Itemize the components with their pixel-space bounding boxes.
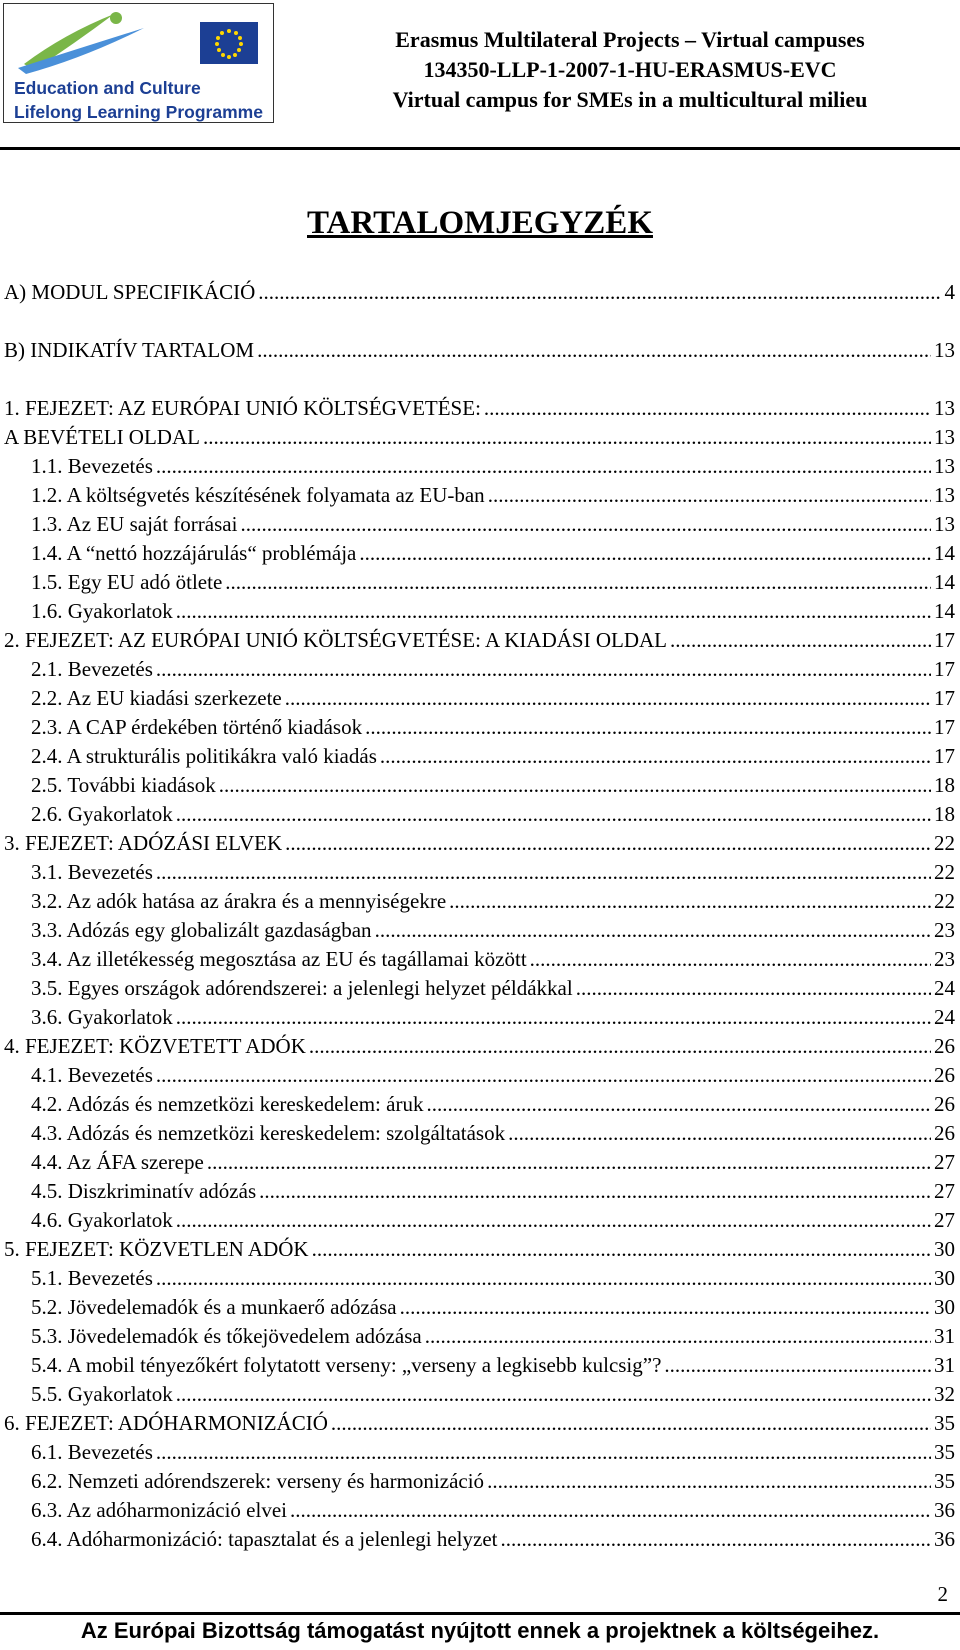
toc-leader-dots bbox=[176, 802, 931, 827]
toc-leader-dots bbox=[576, 976, 931, 1001]
toc-entry-page: 35 bbox=[934, 1411, 955, 1435]
toc-entry-label: 3.6. Gyakorlatok bbox=[31, 1005, 173, 1029]
toc-entry-label: 4.1. Bevezetés bbox=[31, 1063, 153, 1087]
toc-entry-label: 4. FEJEZET: KÖZVETETT ADÓK bbox=[4, 1034, 306, 1058]
logo-line-2: Lifelong Learning Programme bbox=[14, 102, 263, 122]
toc-entry-label: 1.4. A “nettó hozzájárulás“ problémája bbox=[31, 541, 357, 565]
toc-entry-label: A) MODUL SPECIFIKÁCIÓ bbox=[4, 280, 256, 304]
project-line-3: Virtual campus for SMEs in a multicultural milieu bbox=[392, 87, 868, 112]
toc-entry-page: 23 bbox=[934, 947, 955, 971]
toc-entry-label: 2. FEJEZET: AZ EURÓPAI UNIÓ KÖLTSÉGVETÉSE: A KIADÁSI OLDAL bbox=[4, 628, 667, 652]
toc-entry-label: 4.5. Diszkriminatív adózás bbox=[31, 1179, 257, 1203]
toc-entry-page: 23 bbox=[934, 918, 955, 942]
toc-leader-dots bbox=[156, 657, 931, 682]
toc-entry-page: 14 bbox=[934, 599, 955, 623]
toc-entry[interactable] bbox=[4, 1208, 955, 1237]
toc-leader-dots bbox=[500, 1527, 931, 1552]
toc-entry-page: 18 bbox=[934, 802, 955, 826]
toc-entry-page: 32 bbox=[934, 1382, 955, 1406]
toc-entry[interactable] bbox=[4, 1440, 955, 1469]
toc-entry-page: 22 bbox=[934, 889, 955, 913]
toc-entry-label: 6. FEJEZET: ADÓHARMONIZÁCIÓ bbox=[4, 1411, 328, 1435]
toc-entry-label: 6.4. Adóharmonizáció: tapasztalat és a jelenlegi helyzet bbox=[31, 1527, 498, 1551]
page-header bbox=[0, 0, 960, 150]
toc-leader-dots bbox=[176, 1382, 931, 1407]
toc-leader-dots bbox=[508, 1121, 931, 1146]
toc-entry[interactable] bbox=[4, 1005, 955, 1034]
toc-leader-dots bbox=[664, 1353, 931, 1378]
toc-entry-label: 4.4. Az ÁFA szerepe bbox=[31, 1150, 204, 1174]
toc-entry[interactable] bbox=[4, 1469, 955, 1498]
toc-entry[interactable] bbox=[4, 425, 955, 454]
toc-entry[interactable] bbox=[4, 744, 955, 773]
toc-entry-page: 24 bbox=[934, 1005, 955, 1029]
toc-leader-dots bbox=[331, 1411, 931, 1436]
toc-entry[interactable] bbox=[4, 483, 955, 512]
toc-entry-label: 2.1. Bevezetés bbox=[31, 657, 153, 681]
toc-leader-dots bbox=[488, 483, 931, 508]
toc-leader-dots bbox=[176, 1208, 931, 1233]
page-number: 2 bbox=[937, 1582, 948, 1606]
toc-entry-label: A BEVÉTELI OLDAL bbox=[4, 425, 200, 449]
toc-entry-label: 1.5. Egy EU adó ötlete bbox=[31, 570, 223, 594]
toc-entry[interactable] bbox=[4, 802, 955, 831]
toc-leader-dots bbox=[426, 1092, 931, 1117]
toc-entry[interactable] bbox=[4, 1498, 955, 1527]
toc-entry[interactable] bbox=[4, 1353, 955, 1382]
toc-entry-page: 26 bbox=[934, 1034, 955, 1058]
toc-entry[interactable] bbox=[4, 1121, 955, 1150]
toc-entry-page: 27 bbox=[934, 1150, 955, 1174]
toc-leader-dots bbox=[375, 918, 931, 943]
toc-entry[interactable] bbox=[4, 889, 955, 918]
toc-entry[interactable] bbox=[4, 396, 955, 425]
toc-entry[interactable] bbox=[4, 918, 955, 947]
toc-entry[interactable] bbox=[4, 1092, 955, 1121]
toc-leader-dots bbox=[670, 628, 931, 653]
toc-entry-label: 1.2. A költségvetés készítésének folyamata az EU-ban bbox=[31, 483, 485, 507]
toc-entry-page: 36 bbox=[934, 1498, 955, 1522]
toc-entry-label: 2.2. Az EU kiadási szerkezete bbox=[31, 686, 282, 710]
toc-entry-page: 35 bbox=[934, 1469, 955, 1493]
page-footer: Az Európai Bizottság támogatást nyújtott ennek a projektnek a költségeihez. bbox=[80, 1618, 880, 1643]
toc-leader-dots bbox=[156, 454, 931, 479]
toc-entry[interactable] bbox=[4, 947, 955, 976]
toc-leader-dots bbox=[400, 1295, 931, 1320]
toc-entry[interactable] bbox=[4, 1179, 955, 1208]
toc-entry-page: 4 bbox=[944, 280, 955, 304]
toc-entry[interactable] bbox=[4, 541, 955, 570]
toc-entry[interactable] bbox=[4, 1266, 955, 1295]
toc-entry-page: 30 bbox=[934, 1266, 955, 1290]
toc-entry-label: 4.6. Gyakorlatok bbox=[31, 1208, 173, 1232]
toc-leader-dots bbox=[207, 1150, 931, 1175]
toc-entry[interactable] bbox=[4, 280, 955, 338]
project-line-1: Erasmus Multilateral Projects – Virtual campuses bbox=[395, 27, 865, 52]
toc-entry[interactable] bbox=[4, 454, 955, 483]
toc-entry-label: 6.3. Az adóharmonizáció elvei bbox=[31, 1498, 287, 1522]
toc-entry-label: 2.4. A strukturális politikákra való kiadás bbox=[31, 744, 377, 768]
toc-entry-page: 26 bbox=[934, 1092, 955, 1116]
toc-entry-page: 13 bbox=[934, 338, 955, 362]
page-title: TARTALOMJEGYZÉK bbox=[307, 205, 653, 241]
toc-entry-label: 5. FEJEZET: KÖZVETLEN ADÓK bbox=[4, 1237, 309, 1261]
toc-leader-dots bbox=[259, 1179, 931, 1204]
toc-entry-page: 17 bbox=[934, 715, 955, 739]
footer-divider bbox=[0, 1612, 960, 1615]
toc-entry-label: 3.1. Bevezetés bbox=[31, 860, 153, 884]
toc-entry[interactable] bbox=[4, 570, 955, 599]
toc-entry-page: 30 bbox=[934, 1237, 955, 1261]
toc-leader-dots bbox=[156, 1440, 931, 1465]
toc-leader-dots bbox=[449, 889, 931, 914]
toc-entry-label: 2.3. A CAP érdekében történő kiadások bbox=[31, 715, 363, 739]
toc-entry[interactable] bbox=[4, 338, 955, 396]
toc-entry-page: 17 bbox=[934, 744, 955, 768]
toc-entry[interactable] bbox=[4, 1324, 955, 1353]
figure-head bbox=[110, 12, 122, 24]
toc-entry-page: 17 bbox=[934, 686, 955, 710]
toc-entry-label: 2.6. Gyakorlatok bbox=[31, 802, 173, 826]
toc-leader-dots bbox=[380, 744, 931, 769]
toc-entry[interactable] bbox=[4, 1063, 955, 1092]
toc-entry-label: 3. FEJEZET: ADÓZÁSI ELVEK bbox=[4, 831, 283, 855]
toc-entry-label: 6.1. Bevezetés bbox=[31, 1440, 153, 1464]
toc-entry-label: 4.2. Adózás és nemzetközi kereskedelem: áruk bbox=[31, 1092, 424, 1116]
toc-entry-page: 35 bbox=[934, 1440, 955, 1464]
toc-entry-page: 22 bbox=[934, 831, 955, 855]
toc-entry-page: 24 bbox=[934, 976, 955, 1000]
toc-leader-dots bbox=[203, 425, 931, 450]
toc-entry-label: 5.5. Gyakorlatok bbox=[31, 1382, 173, 1406]
toc-entry-label: 3.2. Az adók hatása az árakra és a mennyiségekre bbox=[31, 889, 447, 913]
toc-entry[interactable] bbox=[4, 686, 955, 715]
toc-leader-dots bbox=[176, 1005, 931, 1030]
toc-entry[interactable] bbox=[4, 715, 955, 744]
toc-entry[interactable] bbox=[4, 831, 955, 860]
toc-entry-label: 5.2. Jövedelemadók és a munkaerő adózása bbox=[31, 1295, 397, 1319]
toc-leader-dots bbox=[484, 396, 931, 421]
toc-leader-dots bbox=[258, 280, 941, 305]
toc-entry-page: 18 bbox=[934, 773, 955, 797]
toc-entry-page: 17 bbox=[934, 628, 955, 652]
toc-entry-page: 27 bbox=[934, 1208, 955, 1232]
toc-entry[interactable] bbox=[4, 657, 955, 686]
toc-entry-label: 5.4. A mobil tényezőkért folytatott verseny: „verseny a legkisebb kulcsig”? bbox=[31, 1353, 662, 1377]
toc-entry-page: 17 bbox=[934, 657, 955, 681]
toc-leader-dots bbox=[425, 1324, 931, 1349]
toc-entry-page: 13 bbox=[934, 396, 955, 420]
toc-leader-dots bbox=[176, 599, 931, 624]
toc-entry-label: 3.3. Adózás egy globalizált gazdaságban bbox=[31, 918, 372, 942]
table-of-contents bbox=[4, 280, 955, 1556]
education-culture-logo bbox=[3, 3, 274, 123]
project-info bbox=[300, 25, 960, 115]
toc-entry-label: 5.1. Bevezetés bbox=[31, 1266, 153, 1290]
toc-leader-dots bbox=[312, 1237, 931, 1262]
toc-leader-dots bbox=[156, 860, 931, 885]
toc-leader-dots bbox=[240, 512, 931, 537]
toc-leader-dots bbox=[290, 1498, 931, 1523]
toc-entry[interactable] bbox=[4, 1382, 955, 1411]
toc-leader-dots bbox=[156, 1063, 931, 1088]
toc-entry[interactable] bbox=[4, 1295, 955, 1324]
toc-entry-label: 3.4. Az illetékesség megosztása az EU és tagállamai között bbox=[31, 947, 527, 971]
toc-entry[interactable] bbox=[4, 976, 955, 1005]
logo-line-1: Education and Culture bbox=[14, 78, 201, 98]
toc-entry[interactable] bbox=[4, 512, 955, 541]
toc-leader-dots bbox=[285, 831, 931, 856]
toc-leader-dots bbox=[530, 947, 931, 972]
toc-leader-dots bbox=[285, 686, 931, 711]
toc-entry[interactable] bbox=[4, 1034, 955, 1063]
toc-entry[interactable] bbox=[4, 628, 955, 657]
toc-entry-label: 1.3. Az EU saját forrásai bbox=[31, 512, 238, 536]
toc-entry[interactable] bbox=[4, 1527, 955, 1556]
toc-entry-page: 13 bbox=[934, 425, 955, 449]
toc-entry[interactable] bbox=[4, 599, 955, 628]
toc-entry-page: 13 bbox=[934, 512, 955, 536]
toc-entry-label: 1. FEJEZET: AZ EURÓPAI UNIÓ KÖLTSÉGVETÉSE: bbox=[4, 396, 481, 420]
toc-entry[interactable] bbox=[4, 1237, 955, 1266]
toc-entry-label: 6.2. Nemzeti adórendszerek: verseny és harmonizáció bbox=[31, 1469, 485, 1493]
toc-entry-label: 1.1. Bevezetés bbox=[31, 454, 153, 478]
toc-leader-dots bbox=[156, 1266, 931, 1291]
toc-entry-page: 31 bbox=[934, 1324, 955, 1348]
toc-entry-label: 1.6. Gyakorlatok bbox=[31, 599, 173, 623]
toc-entry-page: 14 bbox=[934, 541, 955, 565]
toc-leader-dots bbox=[219, 773, 931, 798]
toc-entry-page: 30 bbox=[934, 1295, 955, 1319]
toc-leader-dots bbox=[365, 715, 931, 740]
project-line-2: 134350-LLP-1-2007-1-HU-ERASMUS-EVC bbox=[423, 57, 837, 82]
toc-entry[interactable] bbox=[4, 860, 955, 889]
toc-entry[interactable] bbox=[4, 1150, 955, 1179]
toc-entry-page: 27 bbox=[934, 1179, 955, 1203]
toc-entry[interactable] bbox=[4, 1411, 955, 1440]
toc-entry-label: 2.5. További kiadások bbox=[31, 773, 216, 797]
toc-leader-dots bbox=[257, 338, 931, 363]
toc-entry-page: 31 bbox=[934, 1353, 955, 1377]
toc-entry-page: 22 bbox=[934, 860, 955, 884]
toc-leader-dots bbox=[359, 541, 931, 566]
toc-entry-page: 13 bbox=[934, 483, 955, 507]
toc-entry-page: 13 bbox=[934, 454, 955, 478]
toc-entry-label: 3.5. Egyes országok adórendszerei: a jelenlegi helyzet példákkal bbox=[31, 976, 573, 1000]
toc-entry-page: 36 bbox=[934, 1527, 955, 1551]
toc-entry-label: 5.3. Jövedelemadók és tőkejövedelem adózása bbox=[31, 1324, 422, 1348]
toc-leader-dots bbox=[309, 1034, 931, 1059]
header-divider bbox=[0, 147, 960, 150]
toc-entry-page: 26 bbox=[934, 1063, 955, 1087]
toc-entry-label: 4.3. Adózás és nemzetközi kereskedelem: szolgáltatások bbox=[31, 1121, 506, 1145]
toc-leader-dots bbox=[225, 570, 931, 595]
toc-entry-label: B) INDIKATÍV TARTALOM bbox=[4, 338, 255, 362]
toc-leader-dots bbox=[487, 1469, 931, 1494]
toc-entry-page: 26 bbox=[934, 1121, 955, 1145]
toc-entry[interactable] bbox=[4, 773, 955, 802]
toc-entry-page: 14 bbox=[934, 570, 955, 594]
